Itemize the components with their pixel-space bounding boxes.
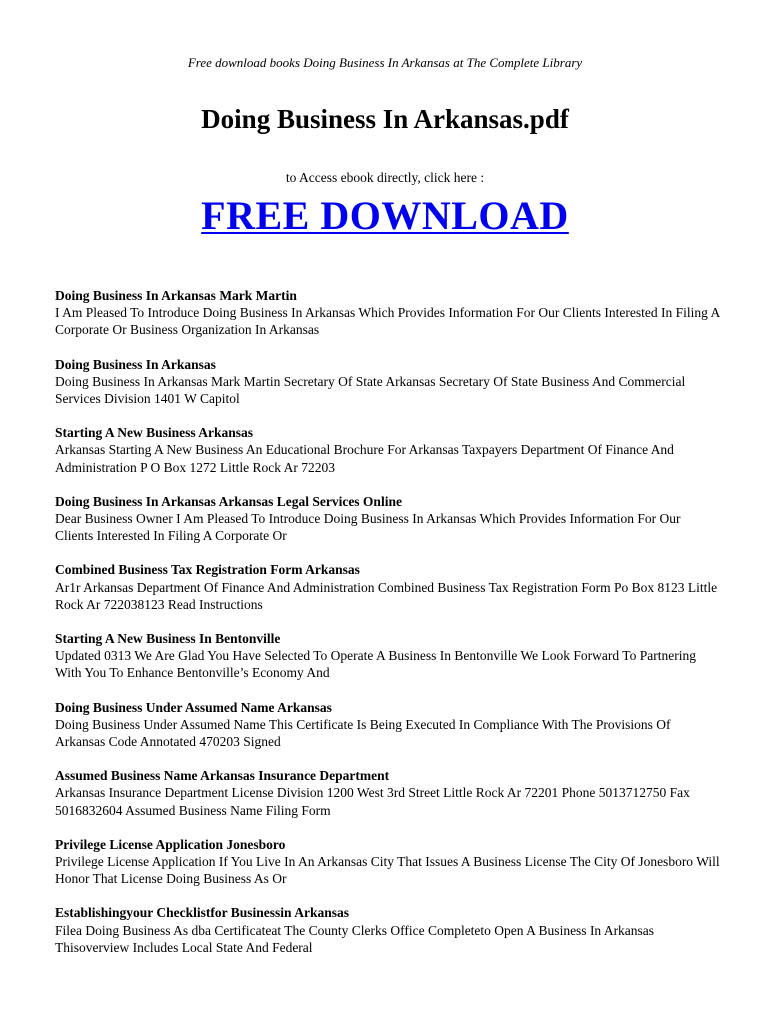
- list-item: [55, 561, 720, 613]
- list-item: [55, 904, 720, 956]
- free-download-link[interactable]: FREE DOWNLOAD: [201, 193, 569, 238]
- entry-title: Doing Business In Arkansas: [55, 356, 216, 372]
- list-item: [55, 287, 720, 339]
- entry-title: Establishingyour Checklistfor Businessin Arkansas: [55, 905, 349, 921]
- entry-title: Starting A New Business Arkansas: [55, 425, 254, 441]
- entry-description: Filea Doing Business As dba Certificateat The County Clerks Office Completeto Open A Business In Arkansas Thisoverview Includes Local State And Federal: [55, 922, 655, 955]
- entry-description: Doing Business In Arkansas Mark Martin Secretary Of State Arkansas Secretary Of State Business And Commercial Services Division 1401 W Capitol: [55, 373, 686, 407]
- entry-list: [55, 287, 720, 973]
- entry-description: Updated 0313 We Are Glad You Have Selected To Operate A Business In Bentonville We Look Forward To Partnering With You To Enhance Bentonville’s Economy And: [55, 648, 696, 681]
- entry-description: Arkansas Starting A New Business An Educational Brochure For Arkansas Taxpayers Department Of Finance And Administration P O Box 1272 Little Rock Ar 72203: [55, 442, 674, 475]
- entry-title: Combined Business Tax Registration Form Arkansas: [55, 562, 360, 578]
- entry-title: Starting A New Business In Bentonville: [55, 631, 281, 647]
- entry-description: Arkansas Insurance Department License Division 1200 West 3rd Street Little Rock Ar 72201 Phone 5013712750 Fax 5016832604 Assumed Business Name Filing Form: [55, 785, 690, 818]
- list-item: [55, 836, 720, 888]
- list-item: [55, 767, 720, 819]
- entry-title: Doing Business In Arkansas Arkansas Legal Services Online: [55, 493, 402, 509]
- list-item: [55, 630, 720, 682]
- entry-title: Assumed Business Name Arkansas Insurance Department: [55, 768, 390, 784]
- entry-description: Privilege License Application If You Live In An Arkansas City That Issues A Business License The City Of Jonesboro Will Honor That License Doing Business As Or: [55, 854, 720, 887]
- entry-title: Doing Business Under Assumed Name Arkansas: [55, 699, 332, 715]
- entry-description: Dear Business Owner I Am Pleased To Introduce Doing Business In Arkansas Which Provides Information For Our Clients Interested In Filing A Corporate Or: [55, 511, 681, 544]
- entry-description: Ar1r Arkansas Department Of Finance And Administration Combined Business Tax Registration Form Po Box 8123 Little Rock Ar 722038123 Read Instructions: [55, 579, 718, 612]
- list-item: [55, 699, 720, 751]
- page-title: Doing Business In Arkansas.pdf: [201, 104, 569, 134]
- entry-title: Doing Business In Arkansas Mark Martin: [55, 288, 297, 303]
- list-item: [55, 356, 720, 408]
- entry-description: I Am Pleased To Introduce Doing Business In Arkansas Which Provides Information For Our Clients Interested In Filing A Corporate Or Business Organization In Arkansas: [55, 305, 720, 338]
- top-note: Free download books Doing Business In Arkansas at The Complete Library: [187, 55, 583, 70]
- list-item: [55, 493, 720, 545]
- list-item: [55, 424, 720, 476]
- access-instruction: to Access ebook directly, click here :: [285, 170, 485, 185]
- entry-description: Doing Business Under Assumed Name This Certificate Is Being Executed In Compliance With The Provisions Of Arkansas Code Annotated 470203 Signed: [55, 716, 671, 750]
- entry-title: Privilege License Application Jonesboro: [55, 836, 286, 852]
